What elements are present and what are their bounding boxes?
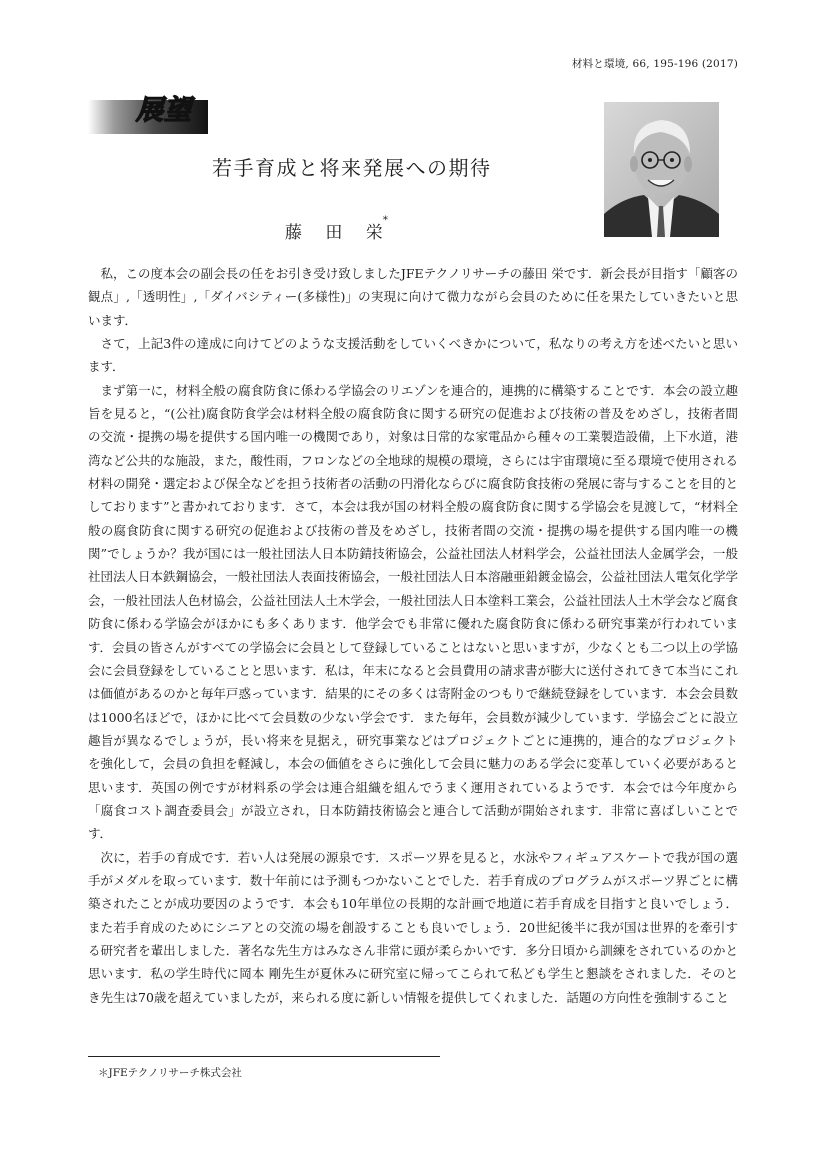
section-label: 展望 bbox=[136, 95, 192, 126]
footnote-divider bbox=[88, 1056, 440, 1057]
article-body bbox=[88, 262, 738, 1009]
journal-reference: 材料と環境, 66, 195-196 (2017) bbox=[571, 58, 738, 70]
paragraph: 私，この度本会の副会長の任をお引き受け致しましたJFEテクノリサーチの藤田 栄です．新会長が目指す「顧客の観点」,「透明性」,「ダイバシティー(多様性)」の実現に向けて微力ながら会員のために任を果たしていきたいと思います． bbox=[88, 266, 738, 328]
author-footnote-mark: * bbox=[382, 215, 388, 226]
author-portrait bbox=[604, 102, 719, 237]
paragraph: 次に，若手の育成です．若い人は発展の源泉です．スポーツ界を見ると，水泳やフィギュアスケートで我が国の選手がメダルを取っています．数十年前には予測もつかないことでした．若手育成のプログラムがスポーツ界ごとに構築されたことが成功要因のようです．本会も10年単位の長期的な計画で地道に若手育成を目指すと良いでしょう．また若手育成のためにシニアとの交流の場を創設することも良いでしょう．20世紀後半に我が国は世界的を牽引する研究者を輩出しました．著名な先生方はみなさん非常に頭が柔らかいです．多分日頃から訓練をされているのかと思います．私の学生時代に岡本 剛先生が夏休みに研究室に帰ってこられて私ども学生と懇談をされました．そのとき先生は70歳を超えていましたが，来られる度に新しい情報を提供してくれました．話題の方向性を強制すること bbox=[88, 849, 738, 1005]
affiliation-footnote: ＊JFEテクノリサーチ株式会社 bbox=[98, 1067, 242, 1079]
paragraph: まず第一に，材料全般の腐食防食に係わる学協会のリエゾンを連合的，連携的に構築することです．本会の設立趣旨を見ると，“(公社)腐食防食学会は材料全般の腐食防食に関する研究の促進および技術の普及をめざし，技術者間の交流・提携の場を提供する国内唯一の機関であり，対象は日常的な家電品から種々の工業製造設備，上下水道，港湾など公共的な施設，また，酸性雨，フロンなどの全地球的規模の環境，さらには宇宙環境に至る環境で使用される材料の開発・選定および保全などを担う技術者の活動の円滑化ならびに腐食防食技術の発展に寄与することを目的としております”と書かれております．さて，本会は我が国の材料全般の腐食防食に関する学協会を見渡して，“材料全般の腐食防食に関する研究の促進および技術の普及をめざし，技術者間の交流・提携の場を提供する国内唯一の機関”でしょうか？我が国には一般社団法人日本防錆技術協会，公益社団法人材料学会，公益社団法人金属学会，一般社団法人日本鉄鋼協会，一般社団法人表面技術協会，一般社団法人日本溶融亜鉛鍍金協会，公益社団法人電気化学学会，一般社団法人色材協会，公益社団法人土木学会，一般社団法人日本塗料工業会，公益社団法人土木学会など腐食防食に係わる学協会がほかにも多くあります．他学会でも非常に優れた腐食防食に係わる研究事業が行われています．会員の皆さんがすべての学協会に会員として登録していることはないと思いますが，少なくとも二つ以上の学協会に会員登録をしていることと思います．私は，年末になると会員費用の請求書が膨大に送付されてきて本当にこれは価値があるのかと毎年戸惑っています．結果的にその多くは寄附金のつもりで継続登録をしています．本会会員数は1000名ほどで，ほかに比べて会員数の少ない学会です．また毎年，会員数が減少しています．学協会ごとに設立趣旨が異なるでしょうが，長い将来を見据え，研究事業などはプロジェクトごとに連携的，連合的なプロジェクトを強化して，会員の負担を軽減し，本会の価値をさらに強化して会員に魅力のある学会に変革していく必要があると思います．英国の例ですが材料系の学会は連合組織を組んでうまく運用されているようです．本会では今年度から「腐食コスト調査委員会」が設立され，日本防錆技術協会と連合して活動が開始されます．非常に喜ばしいことです． bbox=[88, 382, 739, 842]
paragraph: さて，上記3件の達成に向けてどのような支援活動をしていくべきかについて，私なりの考え方を述べたいと思います． bbox=[88, 336, 738, 375]
article-title: 若手育成と将来発展への期待 bbox=[212, 156, 492, 180]
author-line bbox=[285, 215, 388, 243]
author-name: 藤 田 栄 bbox=[285, 223, 383, 243]
